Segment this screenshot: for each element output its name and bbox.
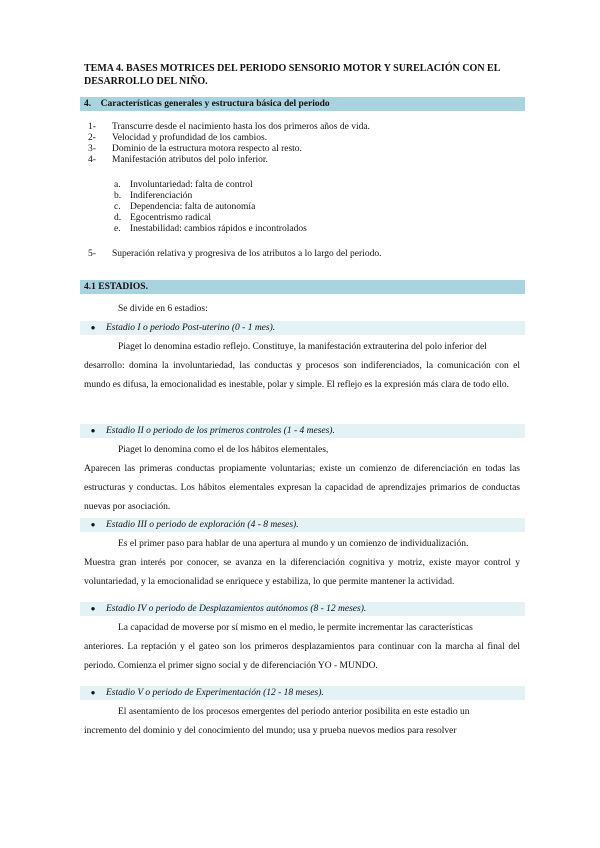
paragraph-lead: Es el primer paso para hablar de una apertura al mundo y un comienzo de individualización. [118,539,469,549]
sublist-item [114,224,307,235]
list-item [88,133,370,144]
stage-paragraph [84,338,520,395]
sublist-text: Dependencia: falta de autonomía [130,202,256,212]
sublist-item [114,191,307,202]
list-text: Superación relativa y progresiva de los atributos a lo largo del periodo. [112,249,382,259]
stage-title: Estadio II o periodo de los primeros controles (1 - 4 meses). [106,426,335,436]
sublist-letter: a. [114,180,121,190]
characteristics-list-cont [88,249,381,260]
bullet-icon: ● [90,604,96,613]
list-number: 4- [88,155,96,165]
list-number: 1- [88,122,96,132]
sublist-letter: b. [114,191,122,201]
attributes-sublist [114,180,307,235]
sublist-item [114,202,307,213]
section-title: Características generales y estructura básica del periodo [100,99,330,109]
stage-title: Estadio III o periodo de exploración (4 - 8 meses). [106,520,299,530]
stage-paragraph [84,535,520,592]
sublist-text: Indiferenciación [130,191,193,201]
bullet-icon: ● [90,323,96,332]
paragraph-body: anteriores. La reptación y el gateo son los primeros desplazamientos para continuar con la marcha al final del periodo. Comienza el primer signo social y de diferenciación YO - MUNDO. [84,642,520,671]
paragraph-body: desarrollo: domina la involuntariedad, las conductas y procesos son indiferenciados, la comunicación con el mundo es difusa, la emocionalidad es inestable, polar y simple. El reflejo es la expresión más clara de todo ello. [84,361,520,390]
bullet-icon: ● [90,520,96,529]
stage-heading [80,518,525,532]
sublist-text: Egocentrismo radical [130,213,211,223]
paragraph-body: Aparecen las primeras conductas propiamente voluntarias; existe un comienzo de diferenciación en todas las estructuras y conductas. Los hábitos elementales expresan la capacidad de aprendizajes primarios de conductas nuevas por asociación. [84,464,520,512]
stage-heading [80,686,525,700]
sublist-letter: c. [114,202,121,212]
sublist-text: Inestabilidad: cambios rápidos e incontrolados [130,224,307,234]
list-item [88,249,381,260]
stage-title: Estadio I o periodo Post-uterino (0 - 1 mes). [106,323,276,333]
stage-paragraph [84,703,520,741]
stage-paragraph [84,441,520,517]
paragraph-body: incremento del dominio y del conocimiento del mundo; usa y prueba nuevos medios para resolver [84,726,457,736]
sublist-item [114,213,307,224]
stage-title: Estadio IV o periodo de Desplazamientos autónomos (8 - 12 meses). [106,604,367,614]
list-number: 2- [88,133,96,143]
list-text: Transcurre desde el nacimiento hasta los dos primeros años de vida. [112,122,370,132]
stage-heading [80,321,525,335]
sublist-item [114,180,307,191]
page-title: TEMA 4. BASES MOTRICES DEL PERIODO SENSORIO MOTOR Y SURELACIÓN CON EL DESARROLLO DEL NIÑO. [84,63,500,87]
paragraph-lead: La capacidad de moverse por sí mismo en el medio, le permite incrementar las características [118,623,473,633]
list-number: 3- [88,144,96,154]
bullet-icon: ● [90,688,96,697]
list-item [88,155,370,166]
list-item [88,144,370,155]
characteristics-list [88,122,370,166]
list-text: Dominio de la estructura motora respecto al resto. [112,144,302,154]
stages-intro: Se divide en 6 estadios: [118,304,208,314]
list-text: Manifestación atributos del polo inferior. [112,155,268,165]
stage-paragraph [84,619,520,676]
stage-heading [80,602,525,616]
section-heading-4-1: 4.1 ESTADIOS. [80,280,525,294]
list-text: Velocidad y profundidad de los cambios. [112,133,268,143]
list-item [88,122,370,133]
section-heading-4 [80,97,525,111]
paragraph-body: Muestra gran interés por conocer, se avanza en la diferenciación cognitiva y motriz, existe mayor control y voluntariedad, y la emocionalidad se enriquece y estabiliza, lo que permite mantener la actividad. [84,558,520,587]
stage-heading [80,424,525,438]
paragraph-lead: Piaget lo denomina estadio reflejo. Constituye, la manifestación extrauterina del polo inferior del [118,342,487,352]
paragraph-lead: Piaget lo denomina como el de los hábitos elementales, [118,445,329,455]
stage-title: Estadio V o periodo de Experimentación (12 - 18 meses). [106,688,324,698]
sublist-letter: d. [114,213,122,223]
sublist-text: Involuntariedad: falta de control [130,180,253,190]
paragraph-lead: El asentamiento de los procesos emergentes del periodo anterior posibilita en este estadio un [118,707,470,717]
list-number: 5- [88,249,96,259]
bullet-icon: ● [90,426,96,435]
section-number: 4. [84,99,92,109]
sublist-letter: e. [114,224,121,234]
